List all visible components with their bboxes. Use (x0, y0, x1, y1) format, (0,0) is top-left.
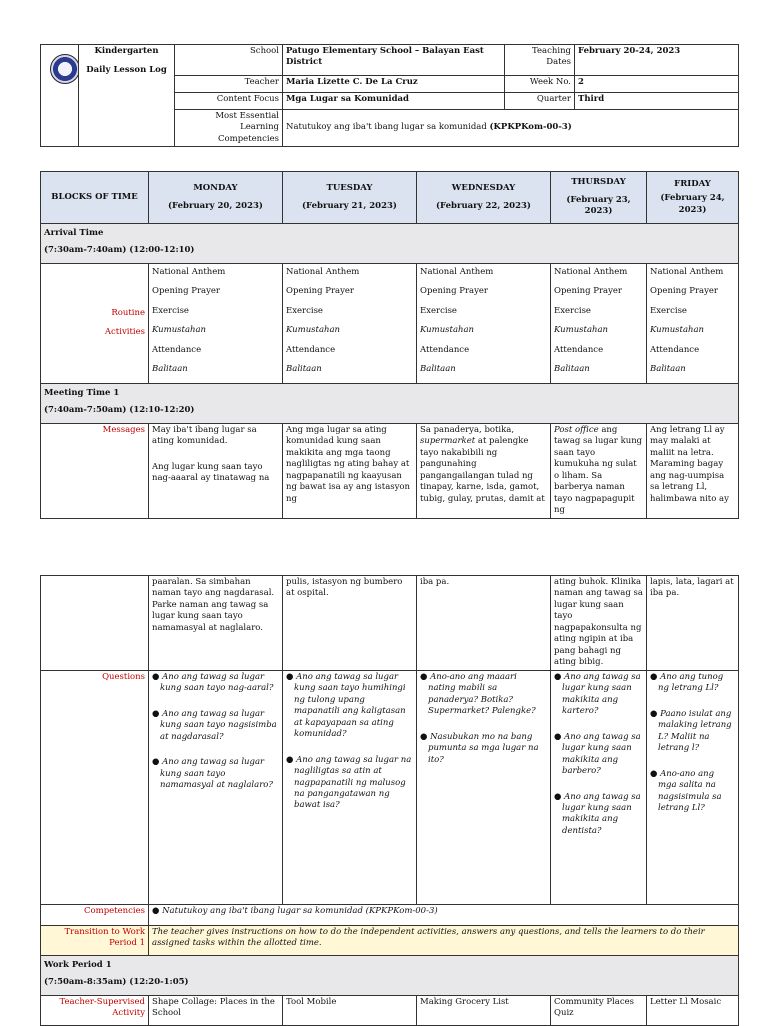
melc-label: Most Essential Learning Competencies (175, 110, 283, 147)
activity-monday: Shape Collage: Places in the School (149, 995, 283, 1025)
lesson-schedule-table (40, 171, 739, 519)
questions-friday: ● Ano ang tunog ng letrang Ll? ● Paano isulat ang malaking letrang L? Maliit na letrang l? ● Ano-ano ang mga salita na nagsisimula sa letrang Ll? (647, 670, 739, 904)
teacher-value: Maria Lizette C. De La Cruz (283, 76, 505, 93)
competencies-label: Competencies (41, 904, 149, 925)
school-label: School (175, 45, 283, 76)
message-continued-tuesday: pulis, istasyon ng bumbero at ospital. (283, 576, 417, 671)
message-tuesday: Ang mga lugar sa ating komunidad kung saan makikita ang mga taong nagliligtas ng ating bahay at nagpapanatili ng kaayusan ng bawat isa ay ang istasyon ng (283, 423, 417, 518)
work-period-section (41, 955, 739, 995)
continued-label-cell (41, 576, 149, 671)
logo-cell (41, 45, 79, 147)
work-period-time: (7:50am-8:35am) (12:20-1:05) (44, 977, 189, 988)
questions-wednesday: ● Ano-ano ang maaari nating mabili sa panaderya? Botika? Supermarket? Palengke? ● Nasubukan mo na bang pumunta sa mga lugar na ito? (417, 670, 551, 904)
content-focus-value: Mga Lugar sa Komunidad (283, 93, 505, 110)
questions-monday: ● Ano ang tawag sa lugar kung saan tayo nag-aaral? ● Ano ang tawag sa lugar kung saan tayo nagsisimba at nagdarasal? ● Ano ang tawag sa lugar kung saan tayo namamasyal at naglalaro? (149, 670, 283, 904)
message-continued-monday: paaralan. Sa simbahan naman tayo ang nagdarasal. Parke naman ang tawag sa lugar kung saan tayo namamasyal at naglalaro. (149, 576, 283, 671)
routine-monday: National Anthem Opening Prayer Exercise Kumustahan Attendance Balitaan (149, 264, 283, 384)
lesson-schedule-table-continued (40, 575, 739, 1026)
routine-thursday: National Anthem Opening Prayer Exercise Kumustahan Attendance Balitaan (551, 264, 647, 384)
teacher-label: Teacher (175, 76, 283, 93)
arrival-title: Arrival Time (44, 228, 104, 238)
message-continued-friday: lapis, lata, lagari at iba pa. (647, 576, 739, 671)
melc-code: (KPKPKom-00-3) (489, 122, 572, 133)
message-friday: Ang letrang Ll ay may malaki at maliit na letra. Maraming bagay ang nag-uumpisa sa letrang Ll, halimbawa nito ay (647, 423, 739, 518)
message-continued-wednesday: iba pa. (417, 576, 551, 671)
school-value: Patugo Elementary School – Balayan East District (283, 45, 505, 76)
log-title: Daily Lesson Log (86, 65, 167, 76)
day-header-tuesday: TUESDAY (February 21, 2023) (283, 172, 417, 224)
content-focus-label: Content Focus (175, 93, 283, 110)
questions-thursday: ● Ano ang tawag sa lugar kung saan makikita ang kartero? ● Ano ang tawag sa lugar kung saan makikita ang barbero? ● Ano ang tawag sa lugar kung saan makikita ang dentista? (551, 670, 647, 904)
activity-tuesday: Tool Mobile (283, 995, 417, 1025)
questions-tuesday: ● Ano ang tawag sa lugar kung saan tayo humihingi ng tulong upang mapanatili ang kaligtasan at kapayapaan sa ating komunidad? ● Ano ang tawag sa lugar na nagliligtas sa atin at nagpapanatili ng malusog na pangangatawan ng bawat isa? (283, 670, 417, 904)
routine-wednesday: National Anthem Opening Prayer Exercise Kumustahan Attendance Balitaan (417, 264, 551, 384)
week-value: 2 (575, 76, 739, 93)
activity-friday: Letter Ll Mosaic (647, 995, 739, 1025)
week-label: Week No. (505, 76, 575, 93)
routine-friday: National Anthem Opening Prayer Exercise Kumustahan Attendance Balitaan (647, 264, 739, 384)
lesson-log-header (40, 44, 739, 147)
quarter-value: Third (575, 93, 739, 110)
questions-label: Questions (41, 670, 149, 904)
deped-seal-icon (50, 54, 79, 84)
message-thursday: Post office ang tawag sa lugar kung saan tayo kumukuha ng sulat o liham. Sa barberya naman tayo nagpapagupit ng (551, 423, 647, 518)
day-header-wednesday: WEDNESDAY (February 22, 2023) (417, 172, 551, 224)
arrival-time: (7:30am-7:40am) (12:00-12:10) (44, 245, 195, 256)
arrival-time-section (41, 224, 739, 264)
competencies-value: ● Natutukoy ang iba't ibang lugar sa komunidad (KPKPKom-00-3) (149, 904, 739, 925)
grade-label: Kindergarten (94, 46, 159, 56)
work-period-title: Work Period 1 (44, 959, 112, 970)
blocks-of-time-header: BLOCKS OF TIME (41, 172, 149, 224)
message-continued-thursday: ating buhok. Klinika naman ang tawag sa lugar kung saan tayo nagpapakonsulta ng ating ngipin at iba pang bahagi ng ating bibig. (551, 576, 647, 671)
meeting-time-section (41, 383, 739, 423)
message-monday: May iba't ibang lugar sa ating komunidad. Ang lugar kung saan tayo nag-aaaral ay tinatawag na (149, 423, 283, 518)
activity-wednesday: Making Grocery List (417, 995, 551, 1025)
message-wednesday: Sa panaderya, botika, supermarket at palengke tayo nakabibili ng pangunahing pangangailangan tulad ng tinapay, karne, isda, gamot, tubig, gulay, prutas, damit at (417, 423, 551, 518)
routine-tuesday: National Anthem Opening Prayer Exercise Kumustahan Attendance Balitaan (283, 264, 417, 384)
meeting-title: Meeting Time 1 (44, 387, 120, 398)
log-title-cell (79, 45, 175, 147)
teacher-supervised-label: Teacher-Supervised Activity (41, 995, 149, 1025)
transition-label: Transition to Work Period 1 (41, 925, 149, 955)
day-header-friday: FRIDAY (February 24, 2023) (647, 172, 739, 224)
teaching-dates-value: February 20-24, 2023 (575, 45, 739, 76)
melc-text: Natutukoy ang iba't ibang lugar sa komunidad (286, 122, 487, 133)
quarter-label: Quarter (505, 93, 575, 110)
activity-thursday: Community Places Quiz (551, 995, 647, 1025)
melc-value (283, 110, 739, 147)
day-header-thursday: THURSDAY (February 23, 2023) (551, 172, 647, 224)
teaching-dates-label: Teaching Dates (505, 45, 575, 76)
messages-label: Messages (41, 423, 149, 518)
routine-activities-label: Routine Activities (41, 264, 149, 384)
day-header-monday: MONDAY (February 20, 2023) (149, 172, 283, 224)
meeting-time: (7:40am-7:50am) (12:10-12:20) (44, 405, 195, 416)
transition-text: The teacher gives instructions on how to do the independent activities, answers any questions, and tells the learners to do their assigned tasks within the allotted time. (149, 925, 739, 955)
